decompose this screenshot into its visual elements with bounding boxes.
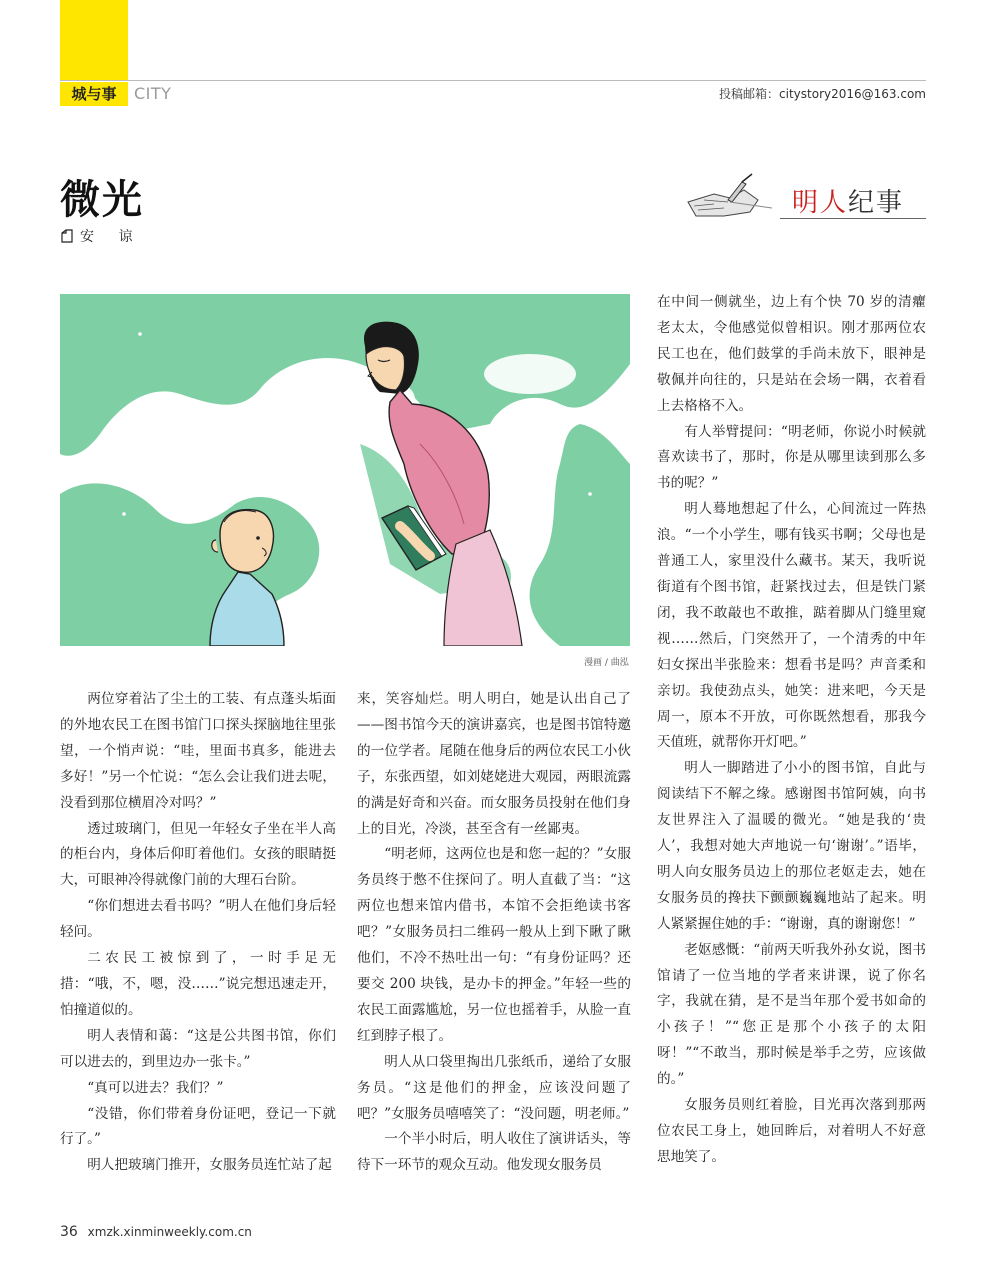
paragraph: 在中间一侧就坐，边上有个快 70 岁的清癯老太太，令他感觉似曾相识。刚才那两位农民工也在，他们鼓掌的手尚未放下，眼神是敬佩并向往的，只是站在会场一隅，衣着看上去格格不入。	[657, 294, 926, 414]
writing-hand-icon	[684, 172, 784, 228]
paragraph: “真可以进去？我们？”	[87, 1079, 224, 1096]
column-title-red: 明人	[792, 188, 849, 218]
paragraph: 明人把玻璃门推开，女服务员连忙站了起	[87, 1157, 332, 1174]
article-title: 微光	[60, 177, 144, 223]
author-byline	[60, 226, 142, 246]
illustration	[60, 294, 630, 646]
pen-icon	[60, 229, 74, 243]
paragraph: 老妪感慨：“前两天听我外孙女说，图书馆请了一位当地的学者来讲课，说了你名字，我就在猜，是不是当年那个爱书如命的小孩子！”“您正是那个小孩子的太阳呀！”“不敢当，那时候是举手之劳，应该做的。”	[657, 941, 926, 1088]
paragraph: 透过玻璃门，但见一年轻女子坐在半人高的柜台内，身体后仰盯着他们。女孩的眼睛挺大，可眼神冷得就像门前的大理石台阶。	[60, 820, 336, 889]
column-title	[792, 182, 904, 219]
column-logo	[684, 172, 928, 228]
paragraph: 两位穿着沾了尘土的工装、有点蓬头垢面的外地农民工在图书馆门口探头探脑地往里张望，一个悄声说：“哇，里面书真多，能进去多好！”另一个忙说：“怎么会让我们进去呢，没看到那位横眉冷对吗？”	[60, 691, 336, 811]
section-label-en: CITY	[134, 84, 172, 103]
illustration-art	[60, 294, 630, 646]
paragraph: 明人表情和蔼：“这是公共图书馆，你们可以进去的，到里边办一张卡。”	[60, 1027, 336, 1070]
paragraph: 有人举臂提问：“明老师，你说小时候就喜欢读书了，那时，你是从哪里读到那么多书的呢？”	[657, 423, 926, 492]
paragraph: 来，笑容灿烂。明人明白，她是认出自己了——图书馆今天的演讲嘉宾，也是图书馆特邀的一位学者。尾随在他身后的两位农民工小伙子，东张西望，如刘姥姥进大观园，两眼流露的满是好奇和兴奋。而女服务员投射在他们身上的目光，冷淡，甚至含有一丝鄙夷。	[357, 691, 631, 837]
column-title-dark: 纪事	[848, 188, 905, 218]
section-label: 城与事	[60, 82, 128, 106]
paragraph: 明人一脚踏进了小小的图书馆，自此与阅读结下不解之缘。感谢图书馆阿姨，向书友世界注入了温暖的微光。“她是我的‘贵人’，我想对她大声地说一句‘谢谢’。”语毕，明人向女服务员边上的那位老妪走去，她在女服务员的搀扶下颤颤巍巍地站了起来。明人紧紧握住她的手：“谢谢，真的谢谢您！”	[657, 760, 926, 932]
paragraph: 明人蓦地想起了什么，心间流过一阵热浪。“一个小学生，哪有钱买书啊；父母也是普通工人，家里没什么藏书。某天，我听说街道有个图书馆，赶紧找过去，但是铁门紧闭，我不敢敲也不敢推，踮着脚从门缝里窥视……然后，门突然开了，一个清秀的中年妇女探出半张脸来：想看书是吗？声音柔和亲切。我使劲点头，她笑：进来吧，今天是周一，原本不开放，可你既然想看，那我今天值班，就帮你开灯吧。”	[657, 501, 926, 751]
submission-email: 投稿邮箱：citystory2016@163.com	[719, 87, 926, 101]
paragraph: “明老师，这两位也是和您一起的？”女服务员终于憋不住探问了。明人直截了当：“这两位也想来馆内借书，本馆不会拒绝读书客吧？”女服务员扫二维码一般从上到下瞅了瞅他们，不冷不热吐出一句：“有身份证吗？还要交 200 块钱，是办卡的押金。”年轻一些的农民工面露尴尬，另一位也摇着手，从脸一直红到脖子根了。	[357, 846, 631, 1044]
text-column-2	[357, 687, 631, 1179]
page-number: 36	[60, 1224, 78, 1240]
illustration-credit: 漫画 / 曲泓	[584, 658, 629, 668]
paragraph: 女服务员则红着脸，目光再次落到那两位农民工身上，她回眸后，对着明人不好意思地笑了。	[657, 1097, 926, 1165]
author-name: 安 谅	[80, 229, 143, 245]
page-footer	[60, 1224, 252, 1240]
paragraph: 明人从口袋里掏出几张纸币，递给了女服务员。“这是他们的押金，应该没问题了吧？”女服务员嘻嘻笑了：“没问题，明老师。”	[357, 1053, 631, 1122]
header-rule	[60, 80, 926, 81]
text-column-1	[60, 687, 336, 1179]
paragraph: 一个半小时后，明人收住了演讲话头，等待下一环节的观众互动。他发现女服务员	[357, 1131, 631, 1174]
column-logo-rule	[780, 218, 926, 219]
paragraph: “没错，你们带着身份证吧，登记一下就行了。”	[60, 1105, 336, 1148]
paragraph: “你们想进去看书吗？”明人在他们身后轻轻问。	[60, 898, 336, 941]
yellow-corner-tab	[60, 0, 128, 80]
paragraph: 二农民工被惊到了，一时手足无措：“哦，不，嗯，没……”说完想迅速走开，怕撞道似的。	[60, 950, 336, 1018]
text-column-3	[657, 290, 926, 1171]
footer-site-url: xmzk.xinminweekly.com.cn	[87, 1225, 252, 1239]
